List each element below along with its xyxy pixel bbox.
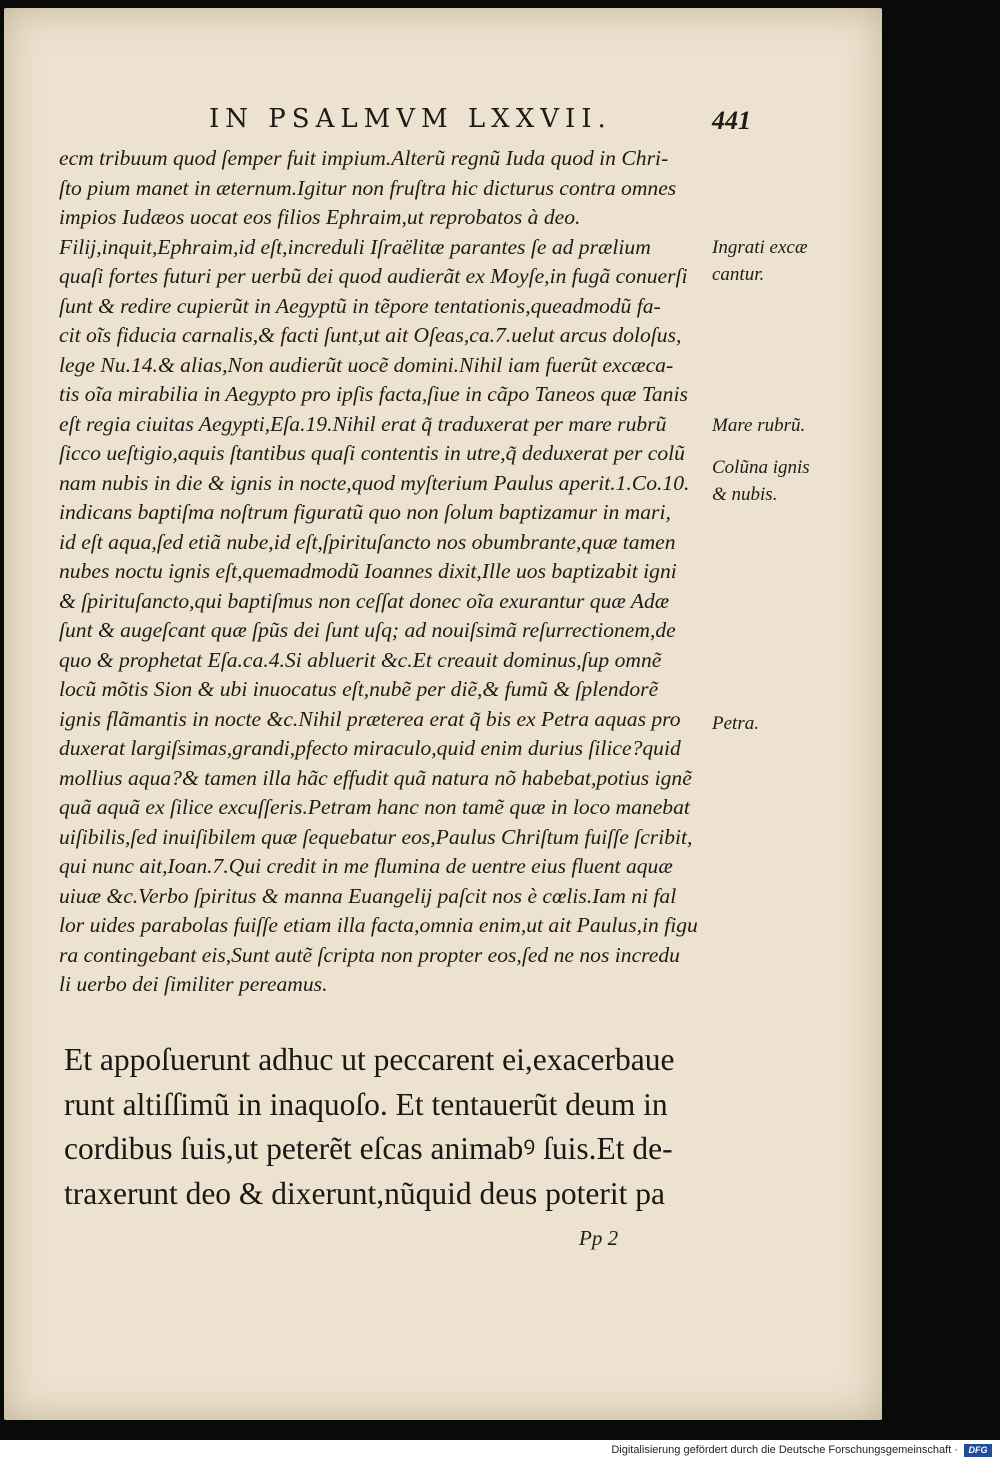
commentary-line: ſunt & augeſcant quæ ſpũs dei ſunt uſq; ad nouiſsimã reſurrectionem,de <box>59 618 676 642</box>
commentary-line: nam nubis in die & ignis in nocte,quod myſterium Paulus aperit.1.Co.10. <box>59 470 690 495</box>
psalm-line: runt altiſſimũ in inaquoſo. Et tentauerũt deum in <box>64 1086 668 1122</box>
margin-note-ingrati <box>712 234 852 288</box>
commentary-line: duxerat largiſsimas,grandi,pfecto miraculo,quid enim durius ſilice?quid <box>59 736 681 760</box>
commentary-text <box>59 144 719 1000</box>
margin-note-petra <box>712 710 852 737</box>
psalm-line: Et appoſuerunt adhuc ut peccarent ei,exacerbaue <box>64 1042 675 1077</box>
margin-note-line: cantur. <box>712 264 765 285</box>
commentary-line: qui nunc ait,Ioan.7.Qui credit in me flumina de uentre eius fluent aquæ <box>59 854 673 878</box>
commentary-line: ecm tribuum quod ſemper fuit impium.Alterũ regnũ Iuda quod in Chri- <box>59 146 669 170</box>
commentary-line: impios Iudæos uocat eos filios Ephraim,ut reprobatos à deo. <box>59 205 581 229</box>
commentary-line: uiuæ &c.Verbo ſpiritus & manna Euangelij paſcit nos è cœlis.Iam ni fal <box>59 883 677 908</box>
commentary-line: mollius aqua?& tamen illa hãc effudit quã natura nõ habebat,potius ignẽ <box>59 765 692 790</box>
commentary-line: quo & prophetat Eſa.ca.4.Si abluerit &c.Et creauit dominus,ſup omnẽ <box>59 647 662 672</box>
commentary-line: quaſi fortes futuri per uerbũ dei quod audierãt ex Moyſe,in fugã conuerſi <box>59 264 688 288</box>
commentary-line: nubes noctu ignis eſt,quemadmodũ Ioannes dixit,Ille uos baptizabit igni <box>59 559 677 583</box>
footer-bar <box>0 1440 1000 1462</box>
commentary-line: ſto pium manet in æternum.Igitur non fruſtra hic dicturus contra omnes <box>59 175 677 200</box>
running-head: IN PSALMVM LXXVII. <box>209 104 612 134</box>
commentary-line: tis oĩa mirabilia in Aegypto pro ipſis facta,ſiue in cãpo Taneos quæ Tanis <box>59 382 688 406</box>
commentary-line: id eſt aqua,ſed etiã nube,id eſt,ſpirituſancto nos obumbrante,quæ tamen <box>59 529 676 554</box>
commentary-line: lege Nu.14.& alias,Non audierũt uocẽ domini.Nihil iam fuerũt excæca- <box>59 352 674 377</box>
commentary-line: & ſpirituſancto,qui baptiſmus non ceſſat donec oĩa exurantur quæ Adæ <box>59 588 670 613</box>
dfg-logo: DFG <box>964 1444 992 1457</box>
commentary-line: uiſibilis,ſed inuiſibilem quæ ſequebatur eos,Paulus Chriſtum fuiſſe ſcribit, <box>59 824 693 849</box>
commentary-line: cit oĩs fiducia carnalis,& facti ſunt,ut ait Oſeas,ca.7.uelut arcus doloſus, <box>59 323 682 347</box>
margin-note-line: Colũna ignis <box>712 457 810 478</box>
funding-credit: Digitalisierung gefördert durch die Deutsche Forschungsgemeinschaft · <box>611 1444 958 1456</box>
folio-number: 441 <box>712 106 751 135</box>
commentary-line: indicans baptiſma noſtrum figuratũ quo non ſolum baptizamur in mari, <box>59 500 671 524</box>
commentary-line: quã aquã ex ſilice excuſſeris.Petram hanc non tamẽ quæ in loco manebat <box>59 795 690 819</box>
margin-note-line: Petra. <box>712 713 759 734</box>
margin-note-line: Mare rubrũ. <box>712 415 806 436</box>
commentary-line: ſicco ueſtigio,aquis ſtantibus quaſi contentis in utre,q̃ deduxerat per colũ <box>59 441 685 465</box>
commentary-line: Filij,inquit,Ephraim,id eſt,increduli Iſraëlitæ parantes ſe ad prælium <box>59 234 651 259</box>
psalm-line: traxerunt deo & dixerunt,nũquid deus poterit pa <box>64 1175 665 1211</box>
margin-note-columna <box>712 454 852 508</box>
margin-note-line: Ingrati excæ <box>712 237 808 258</box>
margin-note-mare-rubrum <box>712 412 852 439</box>
psalm-verse-text <box>64 1038 714 1216</box>
commentary-line: eſt regia ciuitas Aegypti,Eſa.19.Nihil erat q̃ traduxerat per mare rubrũ <box>59 411 667 436</box>
commentary-line: lor uides parabolas fuiſſe etiam illa facta,omnia enim,ut ait Paulus,in figu <box>59 913 698 937</box>
psalm-line: cordibus ſuis,ut peterẽt eſcas animabꝰ ſuis.Et de- <box>64 1131 673 1166</box>
book-page <box>4 8 882 1420</box>
signature-mark: Pp 2 <box>579 1226 619 1250</box>
commentary-line: locũ mõtis Sion & ubi inuocatus eſt,nubẽ per diẽ,& fumũ & ſplendorẽ <box>59 677 659 701</box>
commentary-line: ra contingebant eis,Sunt autẽ ſcripta non propter eos,ſed ne nos incredu <box>59 942 680 967</box>
margin-note-line: & nubis. <box>712 484 778 505</box>
commentary-line: ignis flãmantis in nocte &c.Nihil præterea erat q̃ bis ex Petra aquas pro <box>59 706 681 731</box>
commentary-line: ſunt & redire cupierũt in Aegyptũ in tẽpore tentationis,queadmodũ fa- <box>59 293 661 318</box>
commentary-line: li uerbo dei ſimiliter pereamus. <box>59 972 328 996</box>
